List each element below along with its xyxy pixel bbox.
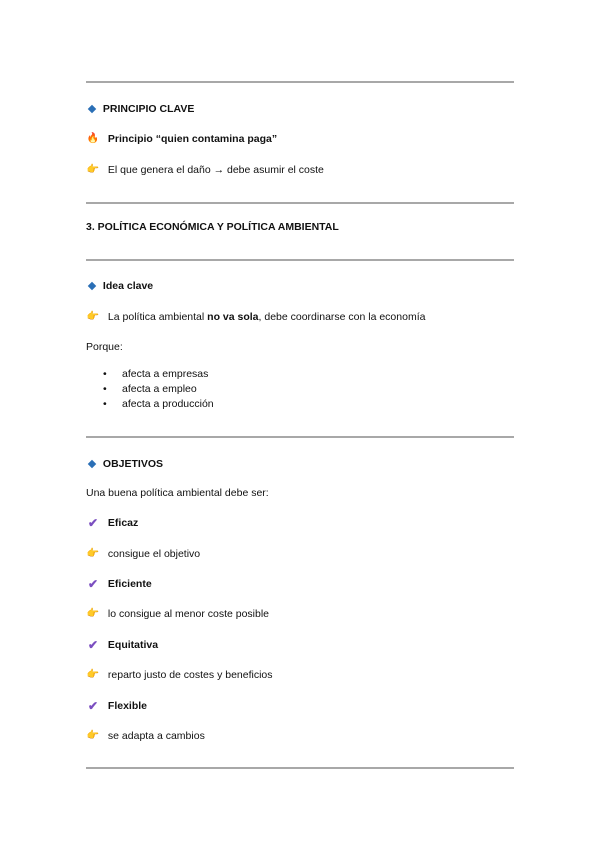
blue-diamond-icon xyxy=(88,104,96,112)
idea-heading: Idea clave xyxy=(86,279,153,293)
pointing-hand-icon: 👉 xyxy=(86,311,100,323)
pointing-hand-icon: 👉 xyxy=(86,548,100,560)
principle-text: 👉 El que genera el daño → debe asumir el coste xyxy=(86,164,324,176)
list-item: afecta a empresas xyxy=(122,368,209,380)
objective-desc: 👉 reparto justo de costes y beneficios xyxy=(86,669,273,681)
list-item: afecta a producción xyxy=(122,398,214,410)
list-item: afecta a empleo xyxy=(122,383,197,395)
principle-title: 🔥 Principio “quien contamina paga” xyxy=(86,133,278,145)
objective-desc: 👉 se adapta a cambios xyxy=(86,730,205,742)
bullet-dot: • xyxy=(103,368,107,380)
bullet-dot: • xyxy=(103,383,107,395)
section-heading: OBJETIVOS xyxy=(86,457,163,471)
purple-check-icon: ✔ xyxy=(87,638,99,653)
fire-icon: 🔥 xyxy=(86,133,100,145)
purple-check-icon: ✔ xyxy=(87,577,99,592)
divider xyxy=(86,202,514,204)
objective-title: ✔ Eficaz xyxy=(87,516,139,531)
divider xyxy=(86,81,514,83)
idea-text: 👉 La política ambiental no va sola, debe coordinarse con la economía xyxy=(86,311,426,323)
objective-title: ✔ Flexible xyxy=(87,699,148,714)
pointing-hand-icon: 👉 xyxy=(86,164,100,176)
purple-check-icon: ✔ xyxy=(87,699,99,714)
divider xyxy=(86,767,514,769)
objectives-intro: Una buena política ambiental debe ser: xyxy=(86,487,269,499)
section-heading: PRINCIPIO CLAVE xyxy=(86,102,194,116)
porque-label: Porque: xyxy=(86,341,123,353)
objective-desc: 👉 lo consigue al menor coste posible xyxy=(86,608,270,620)
objective-title: ✔ Equitativa xyxy=(87,638,159,653)
blue-diamond-icon xyxy=(88,281,96,289)
objective-desc: 👉 consigue el objetivo xyxy=(86,548,201,560)
blue-diamond-icon xyxy=(88,459,96,467)
pointing-hand-icon: 👉 xyxy=(86,608,100,620)
divider xyxy=(86,436,514,438)
divider xyxy=(86,259,514,261)
pointing-hand-icon: 👉 xyxy=(86,669,100,681)
bullet-dot: • xyxy=(103,398,107,410)
purple-check-icon: ✔ xyxy=(87,516,99,531)
pointing-hand-icon: 👉 xyxy=(86,730,100,742)
objective-title: ✔ Eficiente xyxy=(87,577,152,592)
section-title: 3. POLÍTICA ECONÓMICA Y POLÍTICA AMBIENTAL xyxy=(86,221,339,233)
